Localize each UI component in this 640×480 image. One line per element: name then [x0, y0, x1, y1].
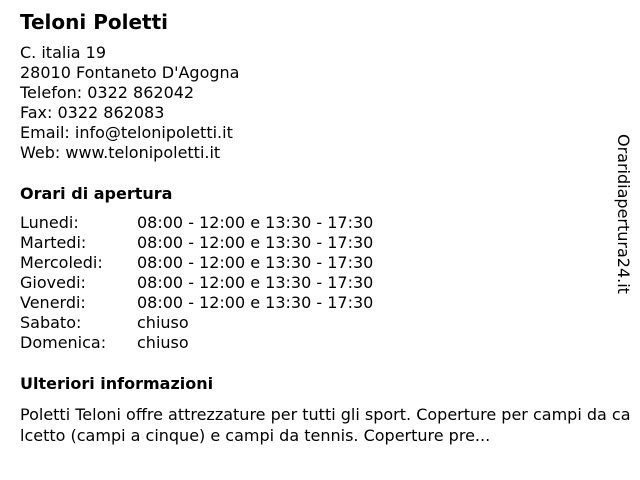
hours-time: 08:00 - 12:00 e 13:30 - 17:30 — [137, 253, 374, 272]
hours-day: Martedi: — [20, 233, 87, 252]
hours-time: chiuso — [137, 333, 189, 352]
hours-day: Giovedi: — [20, 273, 86, 292]
hours-time: chiuso — [137, 313, 189, 332]
hours-time: 08:00 - 12:00 e 13:30 - 17:30 — [137, 293, 374, 312]
opening-hours-title: Orari di apertura — [20, 184, 173, 203]
hours-time: 08:00 - 12:00 e 13:30 - 17:30 — [137, 233, 374, 252]
email: Email: info@telonipoletti.it — [20, 123, 233, 142]
contact-block — [20, 43, 239, 163]
phone: Telefon: 0322 862042 — [20, 83, 195, 102]
address-street: C. italia 19 — [20, 43, 107, 62]
watermark: Oraridiapertura24.it — [614, 134, 633, 294]
hours-day: Venerdi: — [20, 293, 86, 312]
business-name: Teloni Poletti — [20, 10, 168, 34]
hours-day: Lunedi: — [20, 213, 79, 232]
hours-day: Domenica: — [20, 333, 107, 352]
address-city: 28010 Fontaneto D'Agogna — [20, 63, 240, 82]
hours-time: 08:00 - 12:00 e 13:30 - 17:30 — [137, 273, 374, 292]
hours-time: 08:00 - 12:00 e 13:30 - 17:30 — [137, 213, 374, 232]
further-info-title: Ulteriori informazioni — [20, 374, 214, 393]
hours-day: Sabato: — [20, 313, 82, 332]
website: Web: www.telonipoletti.it — [20, 143, 221, 162]
fax: Fax: 0322 862083 — [20, 103, 165, 122]
further-info-text: Poletti Teloni offre attrezzature per tutti gli sport. Coperture per campi da calcetto (campi a cinque) e campi da tennis. Coperture pre... — [20, 405, 631, 445]
hours-day: Mercoledi: — [20, 253, 103, 272]
